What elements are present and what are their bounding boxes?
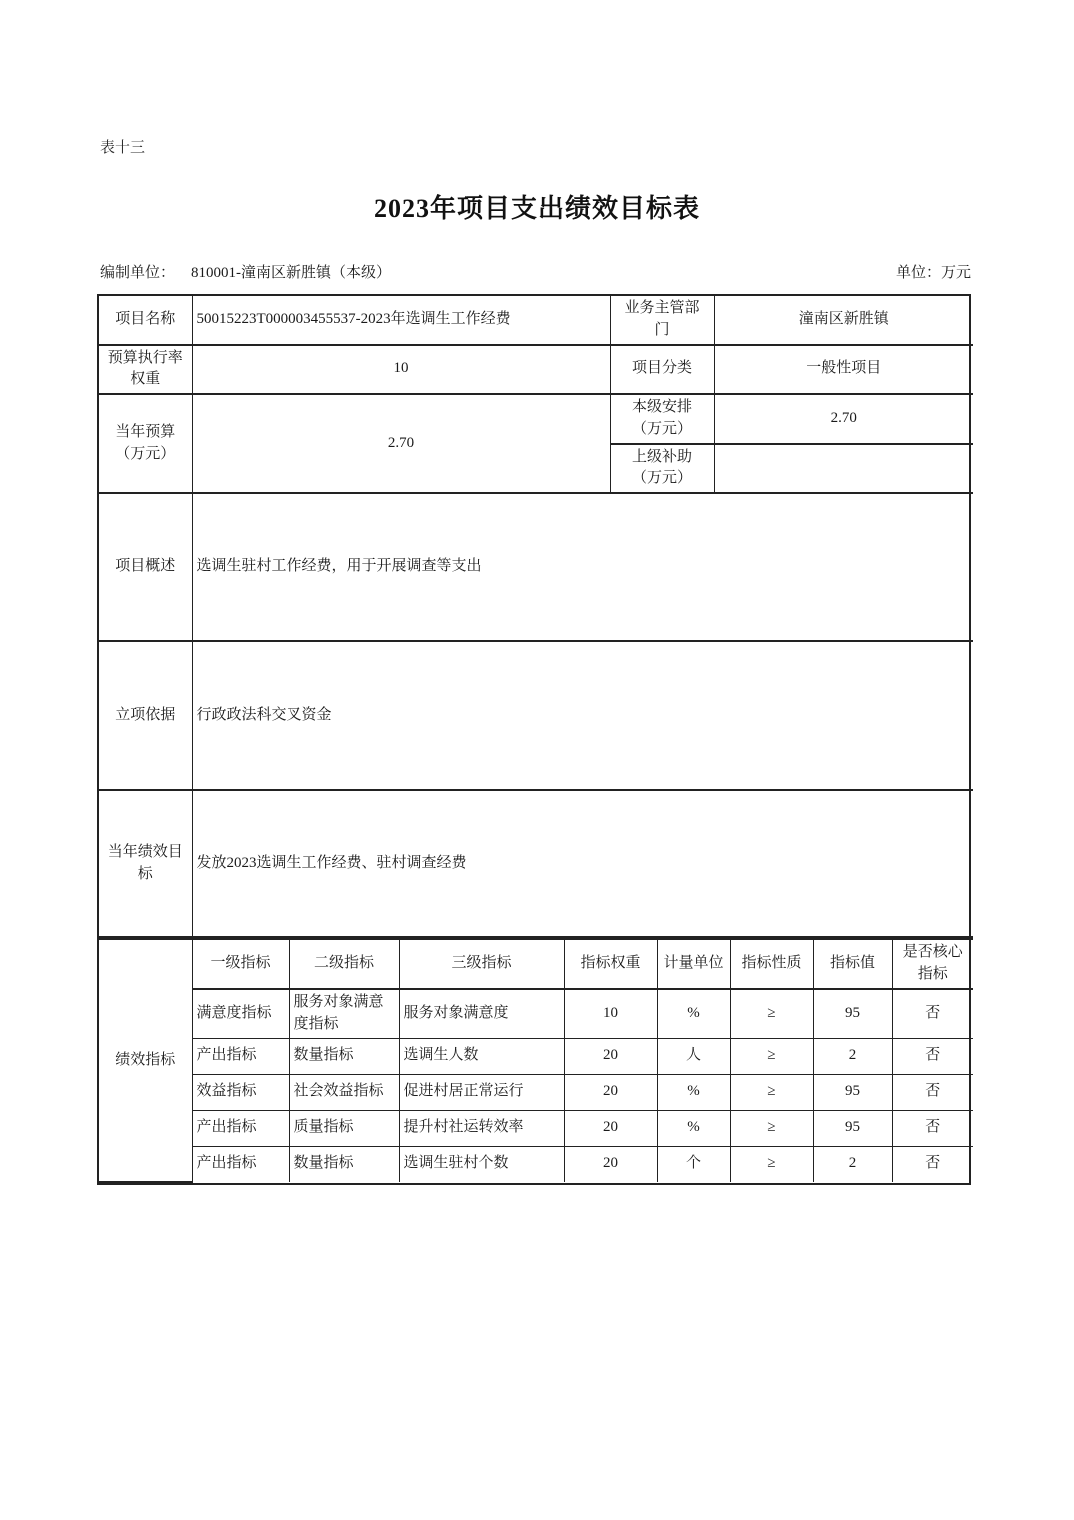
budget-value: 2.70 <box>192 394 610 493</box>
indicator-column-header: 三级指标 <box>399 939 564 989</box>
indicator-column-header: 指标权重 <box>564 939 657 989</box>
indicator-cell: 产出指标 <box>192 1146 289 1182</box>
indicator-cell: 20 <box>564 1038 657 1074</box>
prepared-by-value: 810001-潼南区新胜镇（本级） <box>191 265 392 281</box>
exec-rate-label: 预算执行率权重 <box>99 345 192 395</box>
indicator-cell: 95 <box>813 989 892 1038</box>
indicator-cell: 否 <box>892 1074 973 1110</box>
indicator-cell: 选调生驻村个数 <box>399 1146 564 1182</box>
annual-target-label: 当年绩效目标 <box>99 790 192 937</box>
overview-value: 选调生驻村工作经费，用于开展调查等支出 <box>192 493 973 641</box>
indicators-section-label: 绩效指标 <box>99 939 192 1182</box>
local-arrangement-value: 2.70 <box>714 394 973 444</box>
budget-label: 当年预算（万元） <box>99 394 192 493</box>
performance-target-table <box>97 294 971 1185</box>
indicator-cell: 人 <box>657 1038 730 1074</box>
indicator-cell: 20 <box>564 1074 657 1110</box>
project-info-table <box>99 296 973 938</box>
indicator-cell: 95 <box>813 1110 892 1146</box>
superior-subsidy-value <box>714 444 973 494</box>
indicators-header-row <box>99 939 973 989</box>
indicator-column-header: 指标值 <box>813 939 892 989</box>
indicator-cell: 服务对象满意度指标 <box>289 989 399 1038</box>
indicator-cell: 个 <box>657 1146 730 1182</box>
indicator-cell: 选调生人数 <box>399 1038 564 1074</box>
annual-target-value: 发放2023选调生工作经费、驻村调查经费 <box>192 790 973 937</box>
indicator-column-header: 一级指标 <box>192 939 289 989</box>
overview-row <box>99 493 973 641</box>
indicator-cell: 10 <box>564 989 657 1038</box>
indicator-cell: 数量指标 <box>289 1038 399 1074</box>
indicator-column-header: 二级指标 <box>289 939 399 989</box>
indicator-cell: 服务对象满意度 <box>399 989 564 1038</box>
indicator-cell: % <box>657 989 730 1038</box>
project-name-row <box>99 296 973 345</box>
indicator-cell: 否 <box>892 989 973 1038</box>
budget-row <box>99 394 973 444</box>
indicator-cell: 促进村居正常运行 <box>399 1074 564 1110</box>
indicator-cell: 满意度指标 <box>192 989 289 1038</box>
indicators-table <box>99 938 973 1183</box>
indicator-cell: 2 <box>813 1038 892 1074</box>
category-label: 项目分类 <box>610 345 714 395</box>
indicator-cell: 否 <box>892 1038 973 1074</box>
exec-rate-row <box>99 345 973 395</box>
indicator-cell: ≥ <box>730 1038 813 1074</box>
exec-rate-value: 10 <box>192 345 610 395</box>
indicator-cell: 效益指标 <box>192 1074 289 1110</box>
indicator-cell: 社会效益指标 <box>289 1074 399 1110</box>
indicator-cell: ≥ <box>730 989 813 1038</box>
page-title: 2023年项目支出绩效目标表 <box>373 194 700 223</box>
indicator-cell: 95 <box>813 1074 892 1110</box>
local-arrangement-label: 本级安排（万元） <box>610 394 714 444</box>
indicator-cell: 2 <box>813 1146 892 1182</box>
indicator-cell: 20 <box>564 1146 657 1182</box>
indicator-cell: 20 <box>564 1110 657 1146</box>
indicator-cell: 否 <box>892 1146 973 1182</box>
basis-label: 立项依据 <box>99 641 192 790</box>
indicator-cell: 质量指标 <box>289 1110 399 1146</box>
indicator-cell: ≥ <box>730 1110 813 1146</box>
basis-row <box>99 641 973 790</box>
indicator-column-header: 指标性质 <box>730 939 813 989</box>
indicator-cell: 否 <box>892 1110 973 1146</box>
table-number-tag: 表十三 <box>100 140 146 156</box>
indicator-cell: 产出指标 <box>192 1110 289 1146</box>
overview-label: 项目概述 <box>99 493 192 641</box>
annual-target-row <box>99 790 973 937</box>
indicator-cell: 数量指标 <box>289 1146 399 1182</box>
indicators-body <box>99 939 973 1182</box>
project-name-label: 项目名称 <box>99 296 192 345</box>
indicator-column-header: 是否核心指标 <box>892 939 973 989</box>
prepared-by <box>100 261 391 282</box>
indicator-row <box>99 1146 973 1182</box>
indicator-row <box>99 1038 973 1074</box>
indicator-column-header: 计量单位 <box>657 939 730 989</box>
indicator-row <box>99 989 973 1038</box>
indicator-cell: % <box>657 1110 730 1146</box>
project-name-value: 50015223T000003455537-2023年选调生工作经费 <box>192 296 610 345</box>
dept-value: 潼南区新胜镇 <box>714 296 973 345</box>
prepared-by-label: 编制单位： <box>100 265 176 281</box>
meta-row <box>100 261 971 282</box>
indicator-cell: ≥ <box>730 1146 813 1182</box>
unit-label: 单位：万元 <box>895 265 971 281</box>
category-value: 一般性项目 <box>714 345 973 395</box>
indicator-cell: 提升村社运转效率 <box>399 1110 564 1146</box>
superior-subsidy-label: 上级补助（万元） <box>610 444 714 494</box>
indicator-cell: % <box>657 1074 730 1110</box>
basis-value: 行政政法科交叉资金 <box>192 641 973 790</box>
indicator-cell: ≥ <box>730 1074 813 1110</box>
dept-label: 业务主管部门 <box>610 296 714 345</box>
indicator-row <box>99 1074 973 1110</box>
indicator-cell: 产出指标 <box>192 1038 289 1074</box>
indicator-row <box>99 1110 973 1146</box>
